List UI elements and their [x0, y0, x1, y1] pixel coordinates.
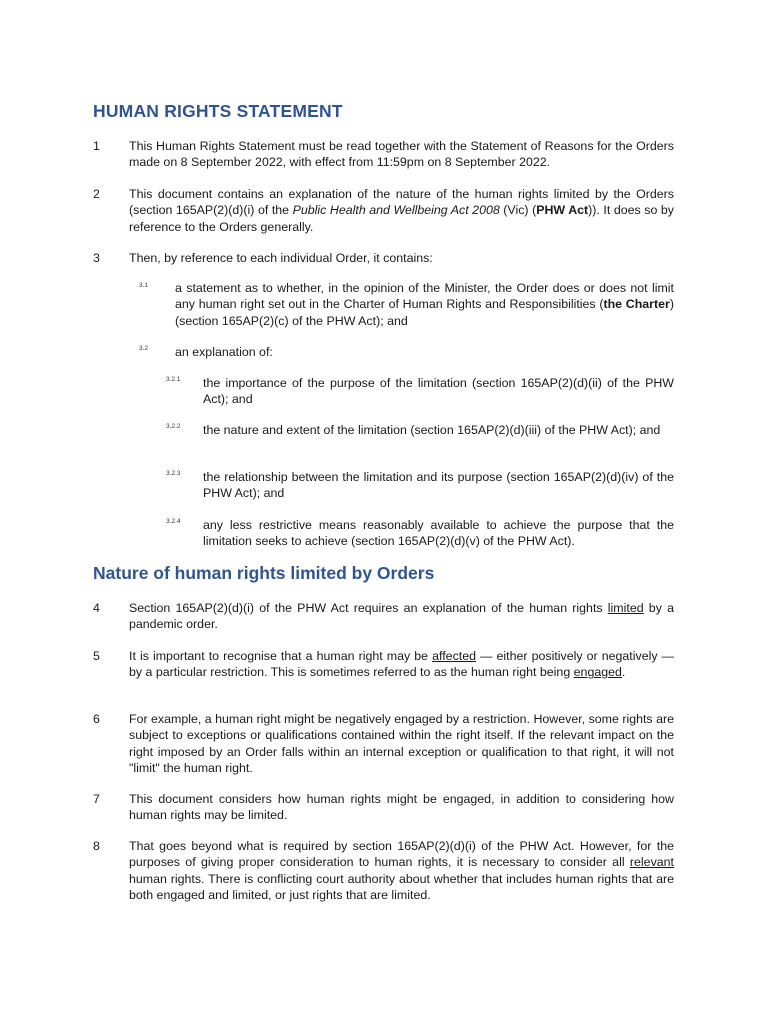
- para-5-text: It is important to recognise that a human right may be affected — either positively or negatively — by a particular restriction. This is sometimes referred to as the human right being engaged.: [129, 649, 675, 680]
- para-8-number: 8: [93, 839, 100, 853]
- para-4-number: 4: [93, 601, 100, 615]
- underlined-term: affected: [432, 649, 476, 663]
- para-3-2-1-text: the importance of the purpose of the limitation (section 165AP(2)(d)(ii) of the PHW Act); and: [203, 376, 674, 407]
- para-6-text: For example, a human right might be negatively engaged by a restriction. However, some rights are subject to exceptions or qualifications contained within the right itself. If the relevant impact on the right imposed by an Order falls within an internal exception or qualification to that right, it will not "limit" the human right.: [129, 712, 674, 775]
- para-1-text: This Human Rights Statement must be read together with the Statement of Reasons for the Orders made on 8 September 2022, with effect from 11:59pm on 8 September 2022.: [129, 139, 674, 170]
- para-3-2-text: an explanation of:: [175, 345, 273, 359]
- para-2-number: 2: [93, 187, 100, 201]
- para-8-text: That goes beyond what is required by section 165AP(2)(d)(i) of the PHW Act. However, for the purposes of giving proper consideration to human rights, it is necessary to consider all relevant human rights. There is conflicting court authority about whether that includes human rights that are both engaged and limited, or just rights that are limited.: [129, 839, 674, 902]
- defined-term: PHW Act: [536, 203, 589, 218]
- underlined-term: relevant: [629, 855, 674, 870]
- para-3-2-2-number: 3.2.2: [166, 423, 181, 430]
- section-heading: Nature of human rights limited by Orders: [93, 563, 435, 583]
- para-3-2-4-text: any less restrictive means reasonably available to achieve the purpose that the limitation seeks to achieve (section 165AP(2)(d)(v) of the PHW Act).: [203, 518, 674, 549]
- para-4-text: Section 165AP(2)(d)(i) of the PHW Act requires an explanation of the human rights limited by a pandemic order.: [129, 601, 674, 632]
- para-3-text: Then, by reference to each individual Order, it contains:: [129, 251, 433, 265]
- para-2-text: This document contains an explanation of the nature of the human rights limited by the Orders (section 165AP(2)(d)(i) of the Public Health and Wellbeing Act 2008 (Vic) (PHW Act)). It does so by reference to the Orders generally.: [129, 187, 674, 234]
- para-6-number: 6: [93, 712, 100, 726]
- para-3-number: 3: [93, 251, 100, 265]
- act-title: Public Health and Wellbeing Act 2008: [292, 203, 500, 218]
- defined-term: the Charter: [603, 297, 670, 312]
- page-title: HUMAN RIGHTS STATEMENT: [93, 101, 343, 121]
- para-7-number: 7: [93, 792, 100, 806]
- para-3-2-1-number: 3.2.1: [166, 376, 181, 383]
- underlined-term: engaged: [573, 665, 622, 680]
- para-1-number: 1: [93, 139, 100, 153]
- para-3-2-4-number: 3.2.4: [166, 518, 181, 525]
- para-3-1-number: 3.1: [139, 282, 149, 289]
- para-3-1-text: a statement as to whether, in the opinion of the Minister, the Order does or does not limit any human right set out in the Charter of Human Rights and Responsibilities (the Charter) (section 165AP(2)(c) of the PHW Act); and: [175, 281, 674, 328]
- para-3-2-number: 3.2: [139, 345, 149, 352]
- para-5-number: 5: [93, 649, 100, 663]
- para-3-2-3-text: the relationship between the limitation and its purpose (section 165AP(2)(d)(iv) of the PHW Act); and: [203, 470, 674, 501]
- para-3-2-3-number: 3.2.3: [166, 470, 181, 477]
- para-3-2-2-text: the nature and extent of the limitation (section 165AP(2)(d)(iii) of the PHW Act); and: [203, 423, 661, 437]
- underlined-term: limited: [607, 601, 644, 615]
- para-7-text: This document considers how human rights might be engaged, in addition to considering how human rights may be limited.: [129, 792, 674, 823]
